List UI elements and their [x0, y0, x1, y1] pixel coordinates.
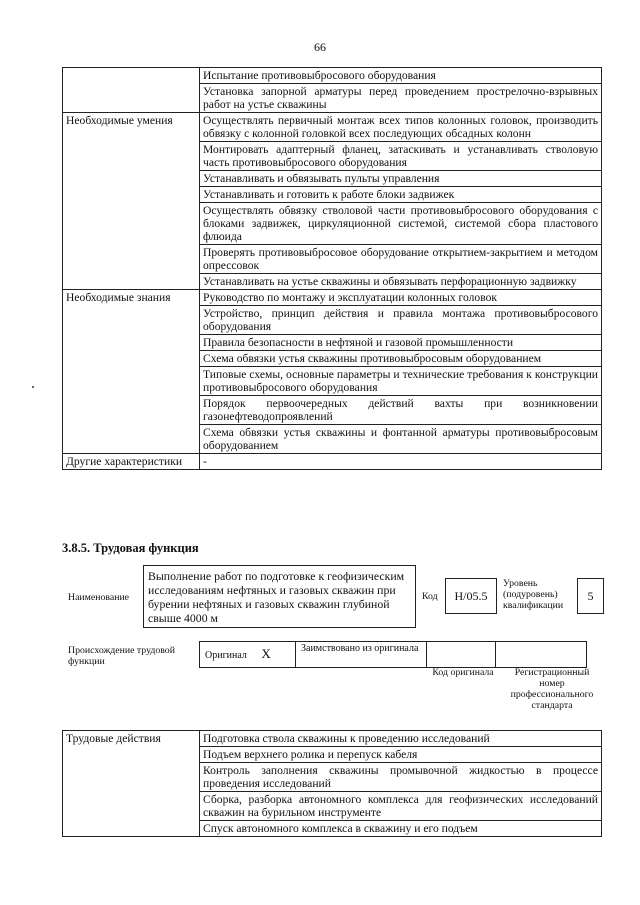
competency-item-cell: - — [200, 454, 602, 470]
section-title: 3.8.5. Трудовая функция — [62, 541, 199, 555]
page-number: 66 — [314, 40, 326, 54]
code-original-label: Код оригинала — [432, 667, 494, 678]
competency-item-cell: Устройство, принцип действия и правила монтажа противовыбросового оборудования — [200, 306, 602, 335]
competency-row — [63, 68, 602, 84]
competency-item-cell: Правила безопасности в нефтяной и газовой промышленности — [200, 335, 602, 351]
competency-label-cell: Необходимые знания — [63, 290, 200, 454]
borrowed-label: Заимствовано из оригинала — [301, 643, 419, 654]
original-mark: X — [261, 646, 271, 661]
function-code-box: H/05.5 — [445, 578, 497, 614]
competency-item-cell: Схема обвязки устья скважины и фонтанной арматуры противовыбросовым оборудованием — [200, 425, 602, 454]
competency-item-cell: Устанавливать на устье скважины и обвязывать перфорационную задвижку — [200, 274, 602, 290]
reg-number-cell — [496, 642, 587, 668]
level-box: 5 — [577, 578, 604, 614]
competency-label-cell — [63, 68, 200, 113]
code-label: Код — [422, 591, 438, 602]
original-cell — [200, 642, 296, 668]
name-label: Наименование — [68, 592, 130, 603]
labor-action-item-cell: Сборка, разборка автономного комплекса для геофизических исследований скважин на бурильном инструменте — [200, 792, 602, 821]
labor-action-item-cell: Подъем верхнего ролика и перепуск кабеля — [200, 747, 602, 763]
competency-item-cell: Испытание противовыбросового оборудования — [200, 68, 602, 84]
competency-row — [63, 454, 602, 470]
competency-item-cell: Осуществлять обвязку стволовой части противовыбросового оборудования с блоками задвижек, циркуляционной системой, системой сбора пластового флюида — [200, 203, 602, 245]
competency-table — [62, 67, 602, 470]
labor-action-item-cell: Подготовка ствола скважины к проведению исследований — [200, 731, 602, 747]
competency-item-cell: Осуществлять первичный монтаж всех типов колонных головок, производить обвязку с колонной головкой всех последующих обсадных колонн — [200, 113, 602, 142]
competency-item-cell: Типовые схемы, основные параметры и технические требования к конструкции противовыбросового оборудования — [200, 367, 602, 396]
scan-speck — [32, 386, 34, 388]
competency-item-cell: Порядок первоочередных действий вахты при возникновении газонефтеводопроявлений — [200, 396, 602, 425]
competency-item-cell: Монтировать адаптерный фланец, затаскивать и устанавливать стволовую часть противовыбросового оборудования — [200, 142, 602, 171]
origin-table — [199, 641, 587, 668]
labor-action-item-cell: Спуск автономного комплекса в скважину и его подъем — [200, 821, 602, 837]
competency-item-cell: Устанавливать и готовить к работе блоки задвижек — [200, 187, 602, 203]
competency-item-cell: Руководство по монтажу и эксплуатации колонных головок — [200, 290, 602, 306]
original-label: Оригинал — [205, 650, 247, 661]
competency-item-cell: Проверять противовыбросовое оборудование открытием-закрытием и методом опрессовок — [200, 245, 602, 274]
function-name-box: Выполнение работ по подготовке к геофизическим исследованиям нефтяных и газовых скважин при бурении нефтяных и газовых скважин глубиной свыше 4000 м — [143, 565, 416, 628]
reg-number-label: Регистрационный номер профессионального стандарта — [510, 667, 594, 711]
competency-label-cell: Другие характеристики — [63, 454, 200, 470]
origin-label: Происхождение трудовой функции — [68, 645, 175, 667]
competency-row — [63, 290, 602, 306]
labor-action-row — [63, 731, 602, 747]
labor-action-label-cell: Трудовые действия — [63, 731, 200, 837]
borrowed-cell — [296, 642, 427, 668]
competency-item-cell: Схема обвязки устья скважины противовыбросовым оборудованием — [200, 351, 602, 367]
competency-item-cell: Установка запорной арматуры перед проведением прострелочно-взрывных работ на устье скважины — [200, 84, 602, 113]
level-label: Уровень (подуровень) квалификации — [503, 578, 564, 611]
labor-actions-table — [62, 730, 602, 837]
competency-row — [63, 113, 602, 142]
code-original-cell — [427, 642, 496, 668]
competency-item-cell: Устанавливать и обвязывать пульты управления — [200, 171, 602, 187]
labor-action-item-cell: Контроль заполнения скважины промывочной жидкостью в процессе проведения исследований — [200, 763, 602, 792]
competency-label-cell: Необходимые умения — [63, 113, 200, 290]
